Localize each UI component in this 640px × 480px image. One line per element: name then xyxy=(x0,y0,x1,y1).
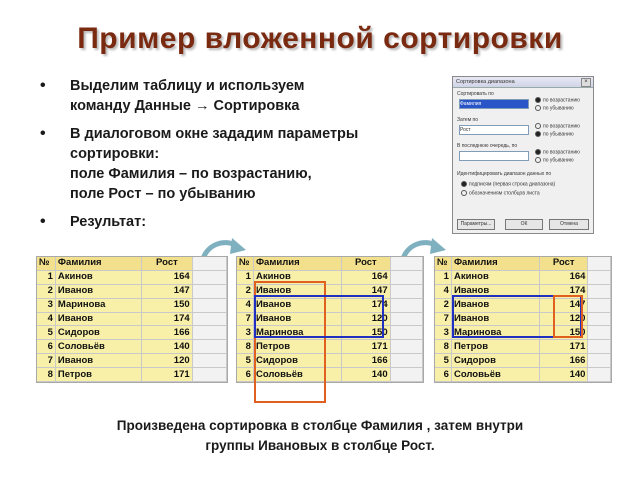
empty-cell xyxy=(588,298,611,312)
radio-asc-3[interactable]: по возрастанию xyxy=(535,149,580,155)
empty-cell xyxy=(588,270,611,284)
bullet-item xyxy=(40,212,430,232)
caption-line: группы Ивановых в столбце Рост. xyxy=(205,438,435,453)
bullet-line: поле Рост – по убыванию xyxy=(70,186,256,202)
radio-desc-3[interactable]: по убыванию xyxy=(535,157,574,163)
surname-cell: Иванов xyxy=(451,312,539,326)
surname-cell: Петров xyxy=(55,368,141,382)
height-cell: 150 xyxy=(142,298,192,312)
surname-cell: Акинов xyxy=(451,270,539,284)
number-cell: 4 xyxy=(435,284,451,298)
number-cell: 5 xyxy=(435,354,451,368)
radio-identify-columns[interactable]: обозначениям столбцов листа xyxy=(461,190,540,196)
empty-cell xyxy=(588,354,611,368)
sort-field-select-2[interactable]: Рост xyxy=(459,125,529,135)
header-cell: Фамилия xyxy=(55,257,141,270)
table-row xyxy=(435,312,611,326)
height-cell: 120 xyxy=(342,312,390,326)
surname-cell: Маринова xyxy=(55,298,141,312)
surname-cell: Маринова xyxy=(451,326,539,340)
surname-cell: Петров xyxy=(451,340,539,354)
cancel-button[interactable]: Отмена xyxy=(549,219,589,230)
sort-field-select-1[interactable]: Фамилия xyxy=(459,99,529,109)
empty-cell xyxy=(192,270,226,284)
empty-cell xyxy=(588,326,611,340)
data-table xyxy=(237,257,423,382)
surname-cell: Сидоров xyxy=(451,354,539,368)
height-cell: 164 xyxy=(540,270,588,284)
height-cell: 120 xyxy=(142,354,192,368)
bullet-list xyxy=(40,76,430,240)
number-cell: 2 xyxy=(237,284,253,298)
spreadsheet-nested-sorted xyxy=(434,256,612,383)
table-row xyxy=(237,340,423,354)
number-cell: 5 xyxy=(37,326,55,340)
surname-cell: Иванов xyxy=(451,284,539,298)
empty-cell xyxy=(390,326,422,340)
radio-desc-2[interactable]: по убыванию xyxy=(535,131,574,137)
header-cell: Рост xyxy=(540,257,588,270)
empty-cell xyxy=(390,284,422,298)
height-cell: 140 xyxy=(342,368,390,382)
height-cell: 147 xyxy=(342,284,390,298)
surname-cell: Иванов xyxy=(55,354,141,368)
empty-cell xyxy=(192,368,226,382)
table-row xyxy=(37,326,227,340)
empty-cell xyxy=(192,298,226,312)
empty-cell xyxy=(192,284,226,298)
bullet-item xyxy=(40,76,430,116)
number-cell: 8 xyxy=(435,340,451,354)
number-cell: 3 xyxy=(237,326,253,340)
params-button[interactable]: Параметры... xyxy=(457,219,495,230)
surname-cell: Иванов xyxy=(253,298,341,312)
table-row xyxy=(237,326,423,340)
number-cell: 1 xyxy=(435,270,451,284)
slide-title: Пример вложенной сортировки xyxy=(77,22,563,55)
table-row xyxy=(435,354,611,368)
bullet-line: Выделим таблицу и используем xyxy=(70,78,305,94)
surname-cell: Соловьёв xyxy=(451,368,539,382)
table-row xyxy=(435,298,611,312)
radio-desc-1[interactable]: по убыванию xyxy=(535,105,574,111)
header-cell: Фамилия xyxy=(253,257,341,270)
table-row xyxy=(237,270,423,284)
height-cell: 164 xyxy=(142,270,192,284)
bullet-dot-icon: • xyxy=(40,125,46,142)
header-cell: Рост xyxy=(342,257,390,270)
spreadsheet-sorted-by-name xyxy=(236,256,424,383)
bullet-line: сортировки: xyxy=(70,146,160,162)
table-row xyxy=(435,270,611,284)
table-header-row xyxy=(435,257,611,270)
table-row xyxy=(237,312,423,326)
data-table xyxy=(435,257,611,382)
number-cell: 2 xyxy=(435,298,451,312)
table-header-row xyxy=(237,257,423,270)
empty-cell xyxy=(192,340,226,354)
header-cell: Фамилия xyxy=(451,257,539,270)
empty-cell xyxy=(390,354,422,368)
surname-cell: Иванов xyxy=(253,312,341,326)
surname-cell: Сидоров xyxy=(253,354,341,368)
header-cell: № xyxy=(37,257,55,270)
dialog-title: Сортировка диапазона xyxy=(453,77,593,88)
table-row xyxy=(37,354,227,368)
height-cell: 171 xyxy=(142,368,192,382)
empty-cell xyxy=(192,326,226,340)
number-cell: 4 xyxy=(237,298,253,312)
number-cell: 1 xyxy=(237,270,253,284)
surname-cell: Соловьёв xyxy=(55,340,141,354)
empty-cell xyxy=(192,354,226,368)
surname-cell: Иванов xyxy=(451,298,539,312)
table-header-row xyxy=(37,257,227,270)
surname-cell: Иванов xyxy=(253,284,341,298)
bullet-line: поле Фамилия – по возрастанию, xyxy=(70,166,312,182)
number-cell: 1 xyxy=(37,270,55,284)
bullet-dot-icon: • xyxy=(40,213,46,230)
surname-cell: Маринова xyxy=(253,326,341,340)
surname-cell: Акинов xyxy=(55,270,141,284)
bullet-line: В диалоговом окне зададим параметры xyxy=(70,126,359,142)
empty-cell xyxy=(390,312,422,326)
surname-cell: Соловьёв xyxy=(253,368,341,382)
spreadsheet-original xyxy=(36,256,228,383)
header-cell: Рост xyxy=(142,257,192,270)
table-row xyxy=(435,368,611,382)
number-cell: 8 xyxy=(237,340,253,354)
table-row xyxy=(37,284,227,298)
number-cell: 7 xyxy=(435,312,451,326)
bullet-item xyxy=(40,124,430,204)
table-row xyxy=(237,354,423,368)
table-row xyxy=(435,284,611,298)
height-cell: 150 xyxy=(540,326,588,340)
data-table xyxy=(37,257,227,382)
dialog-group-label: В последнюю очередь, по xyxy=(457,143,518,149)
table-row xyxy=(237,368,423,382)
number-cell: 7 xyxy=(237,312,253,326)
surname-cell: Иванов xyxy=(55,284,141,298)
table-row xyxy=(37,368,227,382)
dialog-group-label: Сортировать по xyxy=(457,91,494,97)
height-cell: 166 xyxy=(540,354,588,368)
height-cell: 140 xyxy=(142,340,192,354)
number-cell: 6 xyxy=(237,368,253,382)
table-row xyxy=(237,284,423,298)
number-cell: 3 xyxy=(37,298,55,312)
height-cell: 120 xyxy=(540,312,588,326)
table-row xyxy=(37,298,227,312)
surname-cell: Акинов xyxy=(253,270,341,284)
surname-cell: Иванов xyxy=(55,312,141,326)
surname-cell: Петров xyxy=(253,340,341,354)
number-cell: 5 xyxy=(237,354,253,368)
header-cell: № xyxy=(237,257,253,270)
table-row xyxy=(435,326,611,340)
height-cell: 166 xyxy=(142,326,192,340)
table-row xyxy=(237,298,423,312)
surname-cell: Сидоров xyxy=(55,326,141,340)
number-cell: 3 xyxy=(435,326,451,340)
radio-asc-2[interactable]: по возрастанию xyxy=(535,123,580,129)
table-row xyxy=(435,340,611,354)
header-cell: № xyxy=(435,257,451,270)
bullet-line: Результат: xyxy=(70,214,147,230)
caption xyxy=(70,416,570,456)
bullet-dot-icon: • xyxy=(40,77,46,94)
empty-cell xyxy=(588,368,611,382)
number-cell: 7 xyxy=(37,354,55,368)
number-cell: 2 xyxy=(37,284,55,298)
height-cell: 171 xyxy=(342,340,390,354)
empty-cell xyxy=(192,312,226,326)
empty-cell xyxy=(390,340,422,354)
empty-cell xyxy=(390,270,422,284)
sort-dialog-screenshot xyxy=(452,76,594,234)
height-cell: 150 xyxy=(342,326,390,340)
ok-button[interactable]: ОК xyxy=(505,219,543,230)
radio-identify-labels[interactable]: подписям (первая строка диапазона) xyxy=(461,181,555,187)
dialog-group-label: Затем по xyxy=(457,117,479,123)
table-row xyxy=(37,270,227,284)
close-icon[interactable]: × xyxy=(581,78,591,87)
height-cell: 140 xyxy=(540,368,588,382)
radio-asc-1[interactable]: по возрастанию xyxy=(535,97,580,103)
height-cell: 147 xyxy=(540,298,588,312)
height-cell: 147 xyxy=(142,284,192,298)
number-cell: 8 xyxy=(37,368,55,382)
empty-cell xyxy=(588,284,611,298)
sort-field-select-3[interactable] xyxy=(459,151,529,161)
height-cell: 174 xyxy=(540,284,588,298)
dialog-group-label: Идентифицировать диапазон данных по xyxy=(457,171,552,177)
height-cell: 174 xyxy=(342,298,390,312)
height-cell: 171 xyxy=(540,340,588,354)
empty-cell xyxy=(588,312,611,326)
empty-cell xyxy=(390,368,422,382)
empty-cell xyxy=(588,340,611,354)
table-row xyxy=(37,340,227,354)
number-cell: 4 xyxy=(37,312,55,326)
empty-cell xyxy=(390,298,422,312)
bullet-line: команду Данные → Сортировка xyxy=(70,98,300,114)
height-cell: 164 xyxy=(342,270,390,284)
number-cell: 6 xyxy=(435,368,451,382)
height-cell: 174 xyxy=(142,312,192,326)
table-row xyxy=(37,312,227,326)
height-cell: 166 xyxy=(342,354,390,368)
number-cell: 6 xyxy=(37,340,55,354)
caption-line: Произведена сортировка в столбце Фамилия , затем внутри xyxy=(116,418,524,433)
